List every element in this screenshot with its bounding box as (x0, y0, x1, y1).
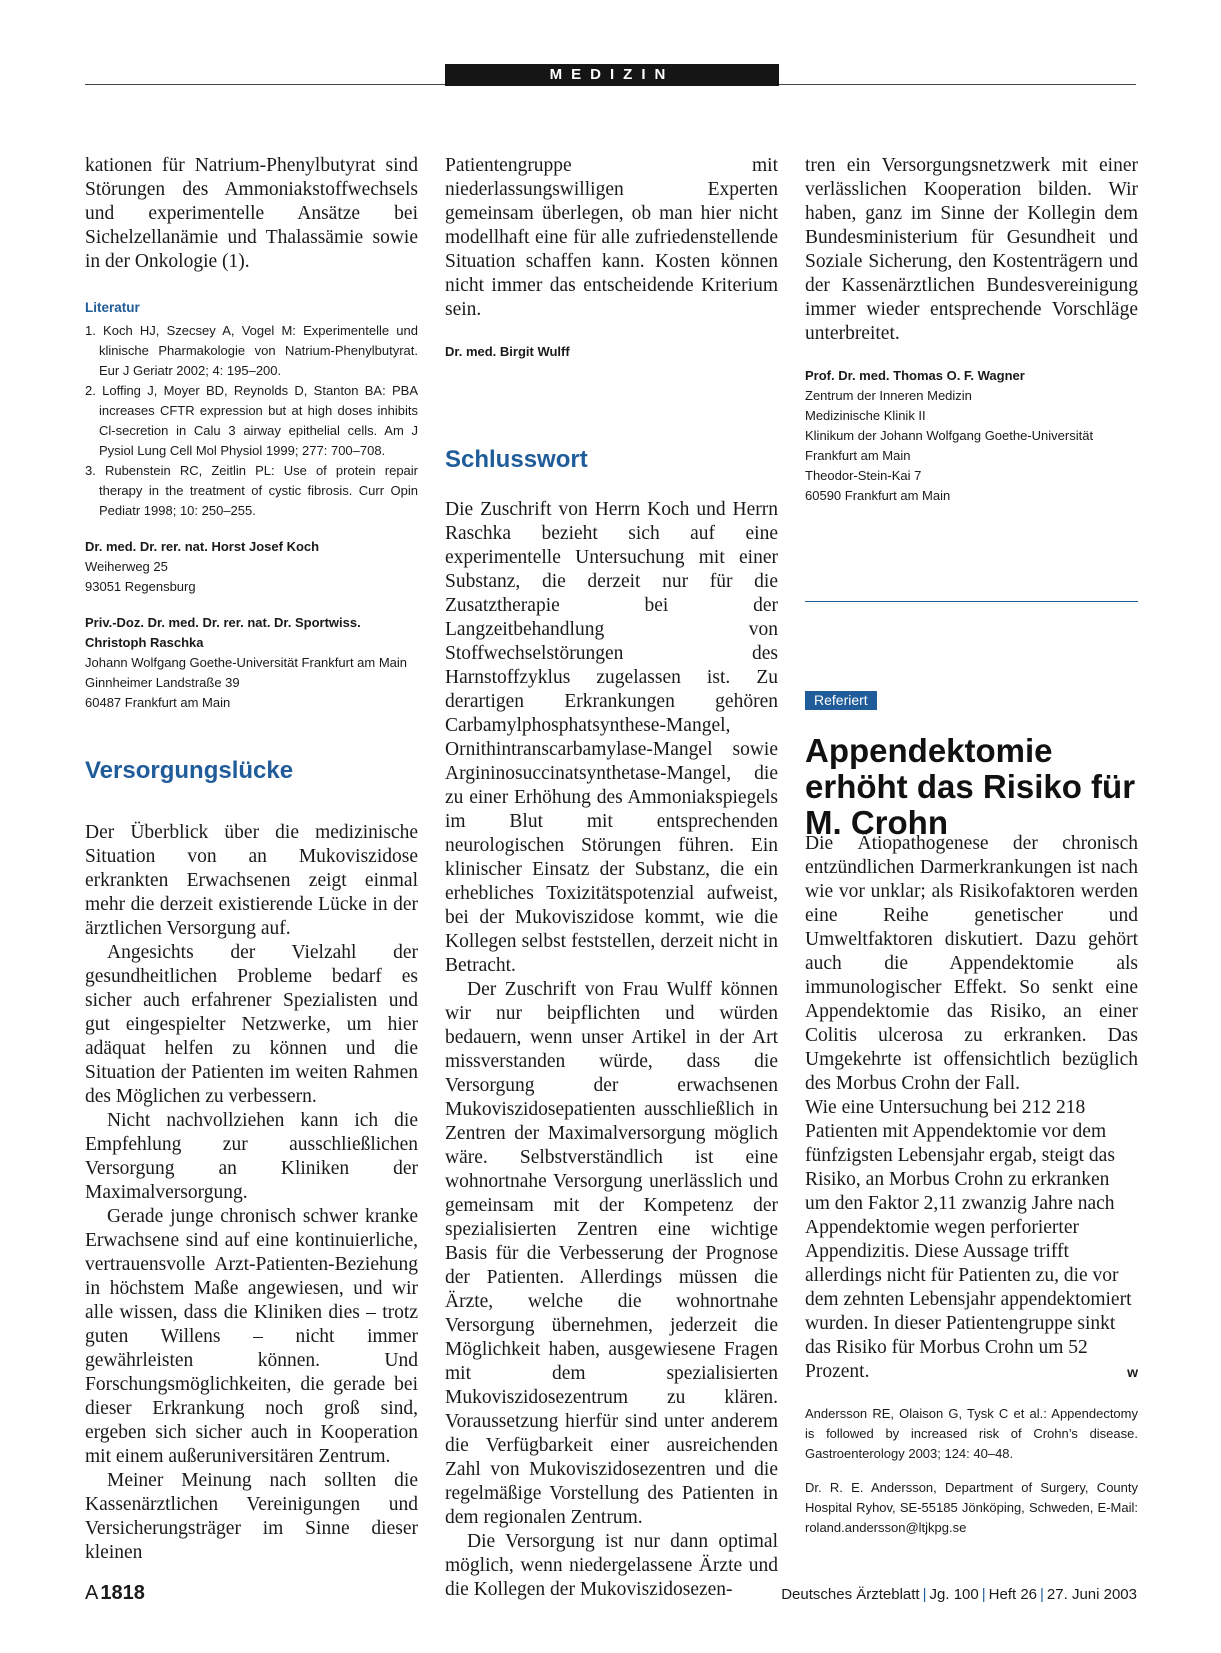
paragraph: Gerade junge chronisch schwer kranke Erwachsene sind auf eine kontinuierliche, vertrauensvolle Arzt-Patienten-Beziehung in höchstem Maße angewiesen, und wir alle wissen, dass die Kliniken dies – trotz guten Willens – nicht immer gewährleisten können. Und Forschungsmöglichkeiten, die gerade bei dieser Erkrankung noch groß sind, ergeben sich sicher auch in Kooperation mit einem außeruniversitären Zentrum. (85, 1206, 418, 1467)
author-raschka (85, 613, 418, 713)
separator: | (1040, 1586, 1044, 1603)
author-address-line: Theodor-Stein-Kai 7 (805, 468, 922, 483)
paragraph: Angesichts der Vielzahl der gesundheitlichen Probleme bedarf es sicher auch erfahrener Spezialisten und gut eingespielter Netzwerke, um hier adäquat helfen zu können und die Situation der Patienten im weiten Rahmen des Möglichen zu verbessern. (85, 942, 418, 1107)
author-name: Priv.-Doz. Dr. med. Dr. rer. nat. Dr. Sportwiss. (85, 615, 361, 630)
contact-info: Dr. R. E. Andersson, Department of Surgery, County Hospital Ryhov, SE-55185 Jönköping, Schweden, E-Mail: roland.andersson@ltjkpg.se (805, 1480, 1138, 1535)
paragraph: Die Zuschrift von Herrn Koch und Herrn Raschka bezieht sich auf eine experimentelle Untersuchung mit einer Substanz, die derzeit nur für die Zusatztherapie bei der Langzeitbehandlung von Stoffwechselstörungen des Harnstoffzyklus zugelassen ist. Zu derartigen Erkrankungen gehören Carbamylphosphatsynthese-Mangel, Ornithintranscarbamylase-Mangel sowie Argininosuccinatsynthetase-Mangel, die zu einer Erhöhung des Ammoniakspiegels im Blut mit entsprechenden neurologischen Störungen führen. Ein klinischer Einsatz der Substanz, die ein erhebliches Toxizitätspotenzial aufweist, bei der Mukoviszidose kommt, wie die Kollegen selbst feststellen, derzeit nicht in Betracht. (445, 499, 778, 976)
author-address-line: 93051 Regensburg (85, 579, 196, 594)
author-address-line: 60590 Frankfurt am Main (805, 488, 951, 503)
separator: | (922, 1586, 927, 1603)
column-3 (805, 154, 1138, 506)
paragraph: Die Ätiopathogenese der chronisch entzündlichen Darmerkrankungen ist nach wie vor unklar; als Risikofaktoren werden eine Reihe genetischer und Umweltfaktoren diskutiert. Dazu gehört auch die Appendektomie als immunologischer Effekt. So senkt eine Appendektomie das Risiko, an einer Colitis ulcerosa zu erkranken. Das Umgekehrte ist offensichtlich bezüglich des Morbus Crohn der Fall. (805, 833, 1138, 1094)
paragraph: Wie eine Untersuchung bei 212 218 Patienten mit Appendektomie vor dem fünfzigsten Lebensjahr ergab, steigt das Risiko, an Morbus Crohn zu erkranken um den Faktor 2,11 zwanzig Jahre nach Appendektomie wegen perforierter Appendizitis. Diese Aussage trifft allerdings nicht für Patienten zu, die vor dem zehnten Lebensjahr appendektomiert wurden. In dieser Patientengruppe sinkt das Risiko für Morbus Crohn um 52 Prozent. (805, 1097, 1132, 1382)
author-address-line: Johann Wolfgang Goethe-Universität Frankfurt am Main (85, 655, 408, 670)
journal-name: Deutsches Ärzteblatt (781, 1586, 920, 1603)
col2-intro: Patientengruppe mit niederlassungswilligen Experten gemeinsam überlegen, ob man hier nicht modellhaft eine für alle zufriedenstellende Situation schaffen kann. Kosten können nicht immer das entscheidende Kriterium sein. (445, 155, 778, 320)
author-address-line: 60487 Frankfurt am Main (85, 695, 231, 710)
reference-item: 2. Loffing J, Moyer BD, Reynolds D, Stanton BA: PBA increases CFTR expression but at high doses inhibits Cl-secretion in Calu 3 airway epithelial cells. Am J Pysiol Lung Cell Mol Physiol 1999; 277: 700–708. (85, 383, 418, 458)
article-title: Appendektomie erhöht das Risiko für M. Crohn (805, 732, 1136, 841)
col1-intro: kationen für Natrium-Phenylbutyrat sind Störungen des Ammoniakstoffwechsels und experimentelle Ansätze bei Sichelzellanämie und Thalassämie sowie in der Onkologie (1). (85, 155, 418, 272)
reference-item: 1. Koch HJ, Szecsey A, Vogel M: Experimentelle und klinische Pharmakologie von Natrium-Phenylbutyrat. Eur J Geriatr 2002; 4: 195–200. (85, 323, 418, 378)
reference-item: 3. Rubenstein RC, Zeitlin PL: Use of protein repair therapy in the treatment of cystic fibrosis. Curr Opin Pediatr 1998; 10: 250–255. (85, 463, 418, 518)
date: 27. Juni 2003 (1046, 1586, 1137, 1603)
citation: Andersson RE, Olaison G, Tysk C et al.: Appendectomy is followed by increased risk of Crohn’s disease. Gastroenterology 2003; 124: 40–48. (805, 1406, 1138, 1461)
author-address-line: Klinikum der Johann Wolfgang Goethe-Universität (805, 428, 1094, 443)
author-koch (85, 537, 418, 597)
column-1 (85, 154, 418, 1565)
page-number-value: 1818 (100, 1582, 145, 1604)
page-number (85, 1582, 145, 1605)
reference-list (85, 321, 418, 521)
separator: | (981, 1586, 986, 1603)
literature-heading: Literatur (85, 300, 140, 315)
section-label: MEDIZIN (445, 64, 779, 86)
author-address-line: Frankfurt am Main (805, 448, 911, 463)
paragraph: Der Zuschrift von Frau Wulff können wir nur beipflichten und würden bedauern, wenn unser Artikel in der Art missverstanden würde, dass die Versorgung der erwachsenen Mukoviszidosepatienten ausschließlich in Zentren der Maximalversorgung möglich wäre. Selbstverständlich ist eine wohnortnahe Versorgung unerlässlich und gemeinsam mit der Kompetenz der spezialisierten Zentren eine wichtige Basis für die Verbesserung der Prognose der Patienten. Allerdings müssen die Ärzte, welche die wohnortnahe Versorgung übernehmen, jederzeit die Möglichkeit haben, ausgewiesene Fragen mit dem spezialisierten Mukoviszidosezentrum zu klären. Voraussetzung hierfür sind unter anderem die Verfügbarkeit einer ausreichenden Zahl von Mukoviszidosezentren und die regelmäßige Vorstellung des Patienten in dem regionalen Zentrum. (445, 979, 778, 1528)
issue: Heft 26 (988, 1586, 1038, 1603)
author-address-line: Ginnheimer Landstraße 39 (85, 675, 240, 690)
referiert-badge: Referiert (805, 691, 877, 710)
col3-intro: tren ein Versorgungsnetzwerk mit einer verlässlichen Kooperation bilden. Wir haben, ganz im Sinne der Kollegin dem Bundesministerium für Gesundheit und Soziale Sicherung, den Kostenträgern und der Kassenärztlichen Bundesvereinigung immer wieder entsprechende Vorschläge unterbreitet. (805, 155, 1138, 344)
section-heading-versorgungsluecke: Versorgungslücke (85, 757, 294, 784)
author-wulff: Dr. med. Birgit Wulff (445, 344, 570, 359)
paragraph: Meiner Meinung nach sollten die Kassenärztlichen Vereinigungen und Versicherungsträger im Sinne dieser kleinen (85, 1470, 418, 1563)
author-name: Prof. Dr. med. Thomas O. F. Wagner (805, 368, 1025, 383)
column-divider (805, 601, 1138, 602)
section-heading-schlusswort: Schlusswort (445, 446, 588, 473)
paragraph: Nicht nachvollziehen kann ich die Empfehlung zur ausschließlichen Versorgung an Kliniken der Maximalversorgung. (85, 1110, 418, 1203)
author-address-line: Medizinische Klinik II (805, 408, 926, 423)
author-wagner (805, 366, 1138, 506)
author-name: Christoph Raschka (85, 635, 204, 650)
paragraph: Die Versorgung ist nur dann optimal möglich, wenn niedergelassene Ärzte und die Kollegen der Mukoviszidosezen- (445, 1531, 778, 1600)
author-address-line: Weiherweg 25 (85, 559, 168, 574)
referiert-article (805, 832, 1138, 1538)
column-2 (445, 154, 778, 1602)
volume: Jg. 100 (929, 1586, 979, 1603)
author-address-line: Zentrum der Inneren Medizin (805, 388, 972, 403)
author-signature: w (1127, 1364, 1138, 1380)
author-name: Dr. med. Dr. rer. nat. Horst Josef Koch (85, 539, 320, 554)
page-prefix: A (85, 1582, 99, 1604)
journal-footer (781, 1586, 1137, 1603)
paragraph: Der Überblick über die medizinische Situation von an Mukoviszidose erkrankten Erwachsenen zeigt einmal mehr die derzeit existierende Lücke in der ärztlichen Versorgung auf. (85, 822, 418, 939)
